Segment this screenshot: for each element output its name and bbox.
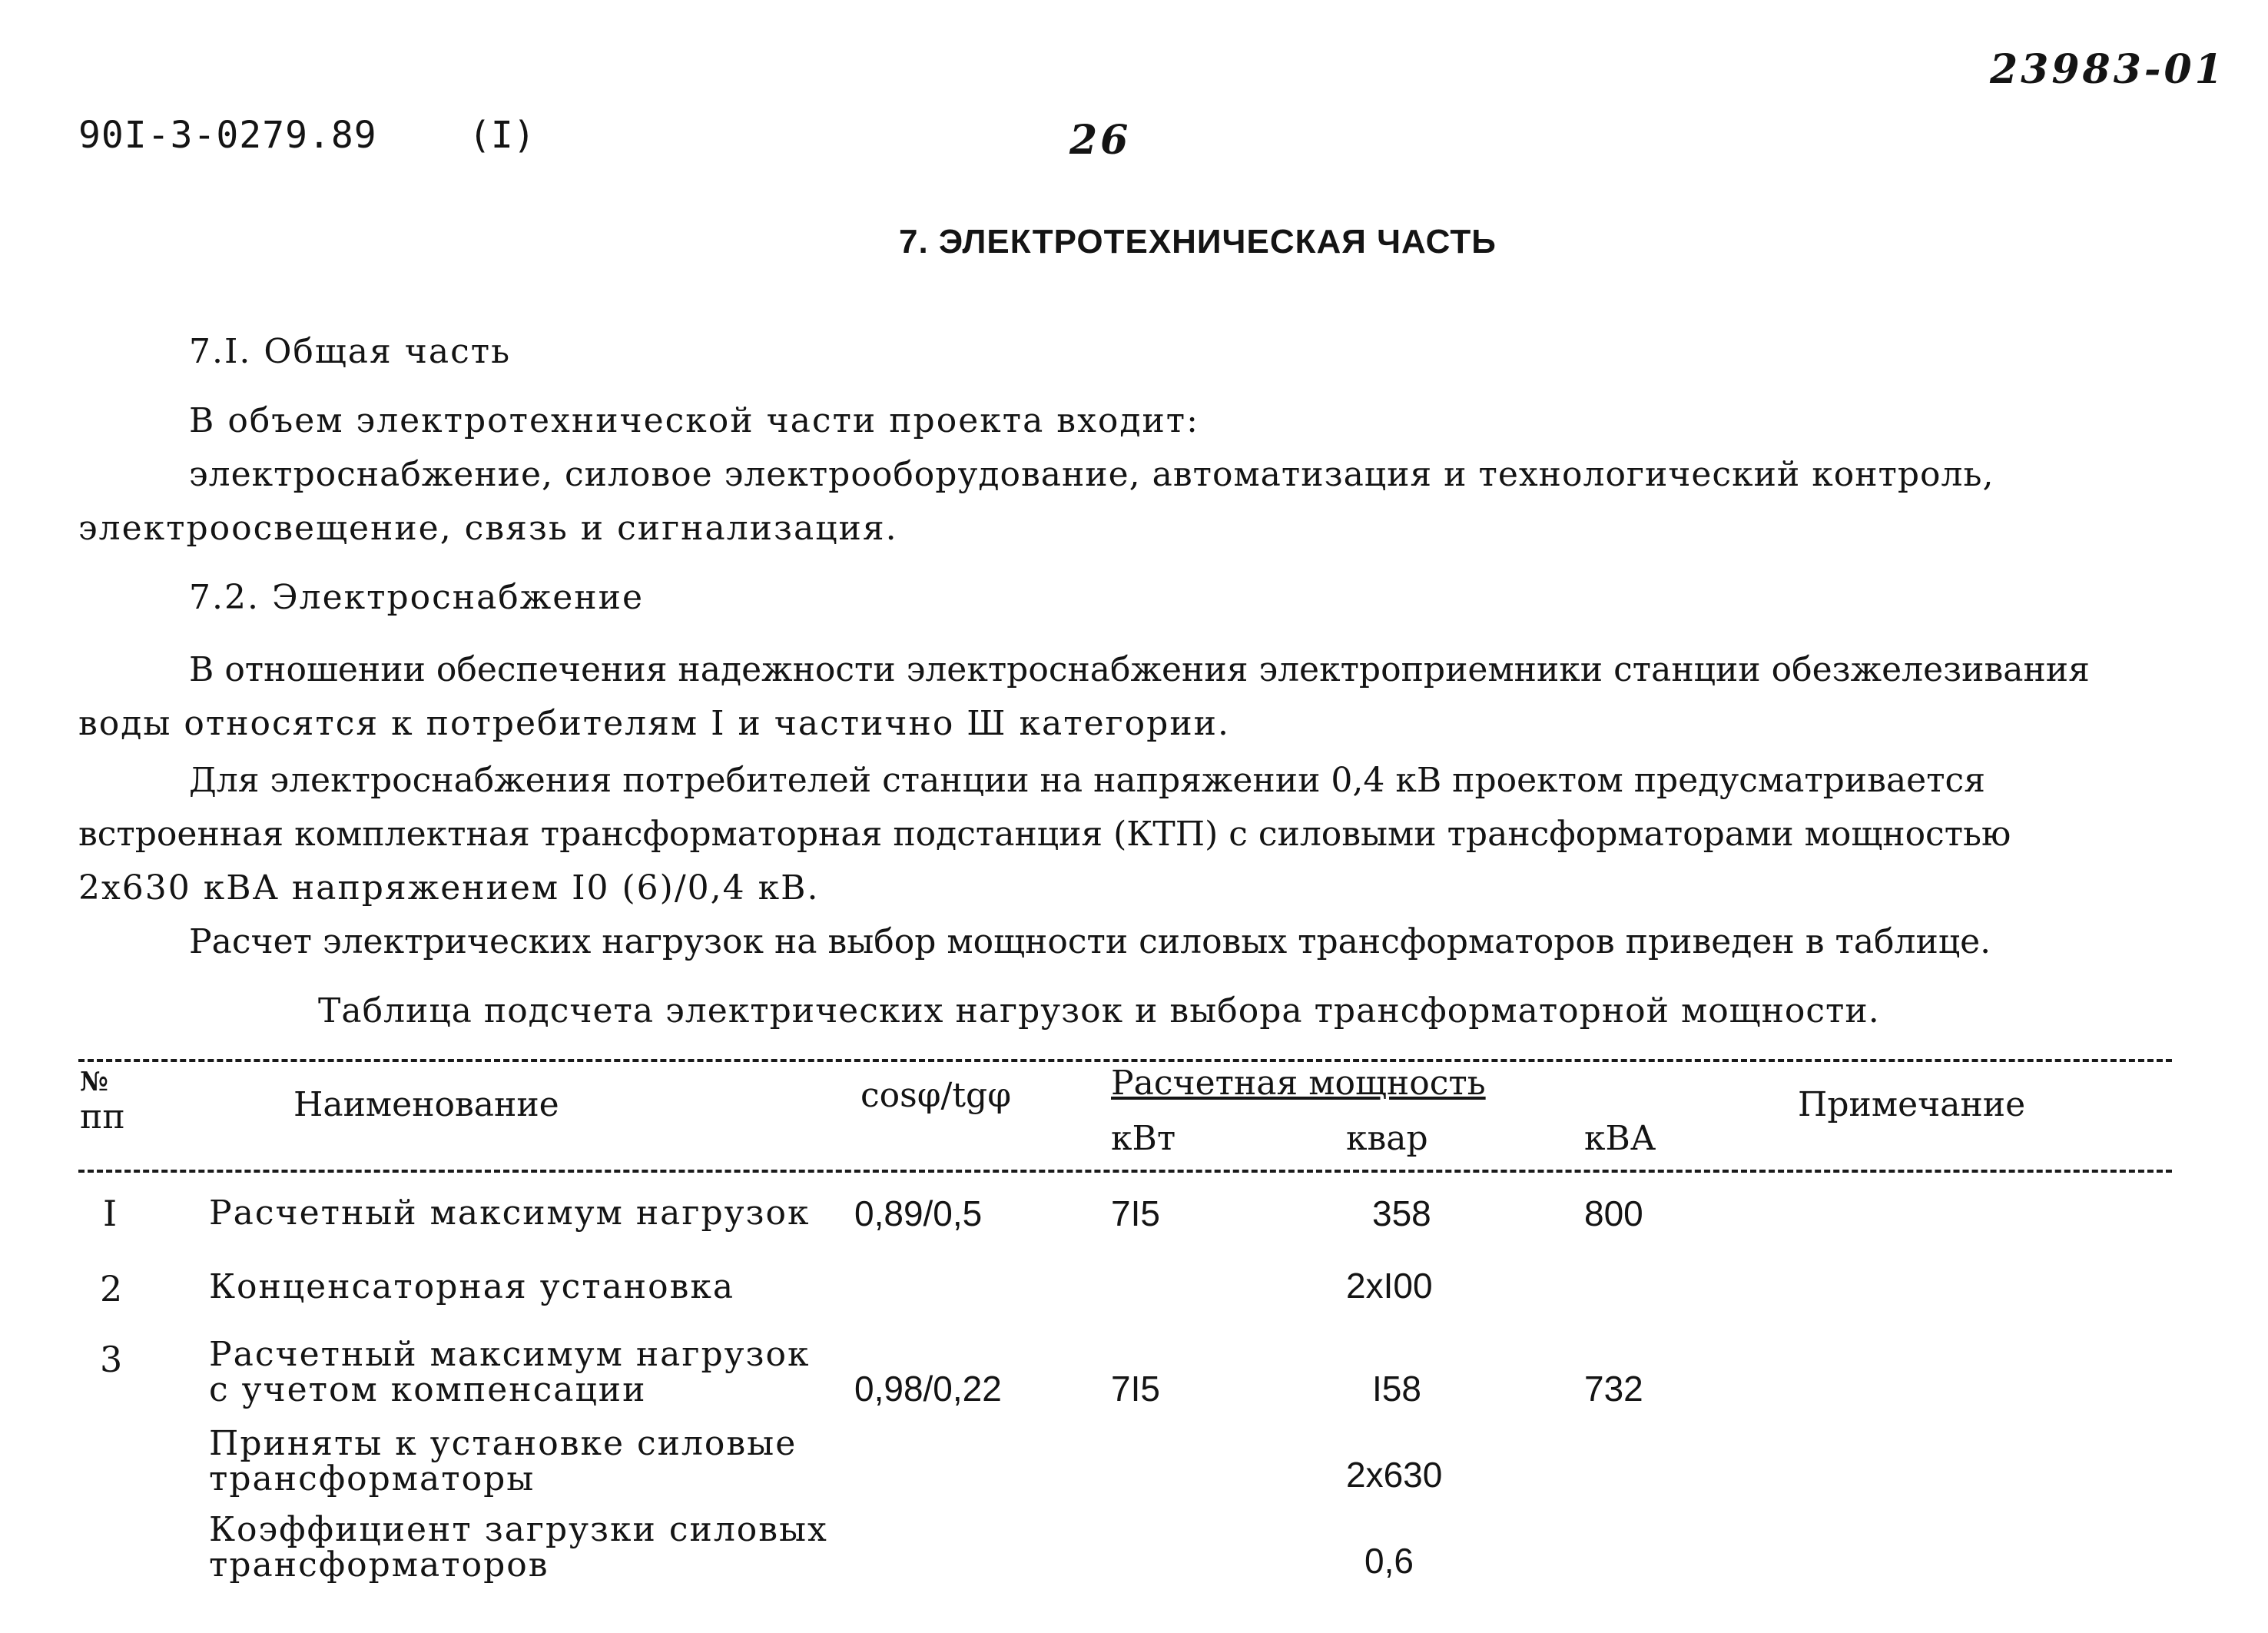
table-header-rule (78, 1170, 2172, 1173)
subsection-2-para2-line2: встроенная комплектная трансформаторная подстанция (КТП) с силовыми трансформаторами мощностью (78, 815, 2011, 854)
header-kvar: квар (1346, 1119, 1428, 1158)
subsection-2-para2-line1: Для электроснабжения потребителей станции на напряжении 0,4 кВ проектом предусматривается (189, 761, 1985, 800)
sheet-label: (I) (469, 114, 536, 157)
archive-stamp: 23983-01 (1990, 46, 2226, 93)
header-note: Примечание (1798, 1085, 2026, 1124)
row-cos-tg: 0,98/0,22 (854, 1369, 1002, 1409)
row-kva: 800 (1584, 1193, 1643, 1233)
row-name-line2: трансформаторы (209, 1459, 536, 1499)
row-kvar: I58 (1372, 1369, 1421, 1409)
table-top-rule (78, 1059, 2172, 1062)
subsection-1-para2-line2: электроосвещение, связь и сигнализация. (78, 509, 898, 548)
row-kvar: 2x630 (1346, 1455, 1443, 1495)
subsection-2-para3: Расчет электрических нагрузок на выбор мощности силовых трансформаторов приведен в таблице. (189, 922, 1991, 961)
row-name-line2: трансформаторов (209, 1545, 549, 1585)
subsection-1-title: 7.I. Общая часть (189, 332, 512, 371)
row-kw: 7I5 (1111, 1369, 1160, 1409)
row-name: Расчетный максимум нагрузок (209, 1193, 811, 1233)
row-name-line2: с учетом компенсации (209, 1370, 647, 1409)
row-num: I (103, 1193, 118, 1234)
header-cos-tg: cosφ/tgφ (860, 1076, 1012, 1115)
section-title: 7. ЭЛЕКТРОТЕХНИЧЕСКАЯ ЧАСТЬ (899, 223, 1497, 261)
subsection-2-para2-line3: 2x630 кВА напряжением I0 (6)/0,4 кВ. (78, 868, 820, 908)
row-name-line1: Коэффициент загрузки силовых (209, 1510, 828, 1549)
header-num-sign: № (80, 1067, 108, 1097)
row-kvar: 0,6 (1364, 1541, 1414, 1581)
header-kva: кВА (1584, 1119, 1656, 1158)
subsection-2-para1-line1: В отношении обеспечения надежности электроснабжения электроприемники станции обезжелезивания (189, 650, 2090, 689)
header-kw: кВт (1111, 1119, 1176, 1158)
row-name-line1: Расчетный максимум нагрузок (209, 1335, 811, 1374)
subsection-2-para1-line2: воды относятся к потребителям I и частично Ш категории. (78, 704, 1230, 743)
row-kw: 7I5 (1111, 1193, 1160, 1233)
header-num-pp: пп (80, 1097, 125, 1137)
row-num: 3 (100, 1339, 123, 1380)
row-kvar: 2xI00 (1346, 1266, 1433, 1306)
page-number: 26 (1069, 117, 1132, 164)
subsection-2-title: 7.2. Электроснабжение (189, 578, 644, 617)
row-num: 2 (100, 1268, 123, 1309)
subsection-1-para2-line1: электроснабжение, силовое электрооборудование, автоматизация и технологический контроль, (189, 455, 1994, 494)
row-name: Конценсаторная установка (209, 1267, 735, 1306)
row-kvar: 358 (1372, 1193, 1431, 1233)
table-caption: Таблица подсчета электрических нагрузок и выбора трансформаторной мощности. (318, 991, 1880, 1031)
row-cos-tg: 0,89/0,5 (854, 1193, 983, 1233)
header-power-group: Расчетная мощность (1111, 1064, 1486, 1103)
document-code: 90I-3-0279.89 (78, 114, 377, 157)
row-name-line1: Приняты к установке силовые (209, 1424, 797, 1463)
row-kva: 732 (1584, 1369, 1643, 1409)
subsection-1-para1: В объем электротехнической части проекта входит: (189, 401, 1199, 440)
header-name: Наименование (293, 1085, 559, 1124)
